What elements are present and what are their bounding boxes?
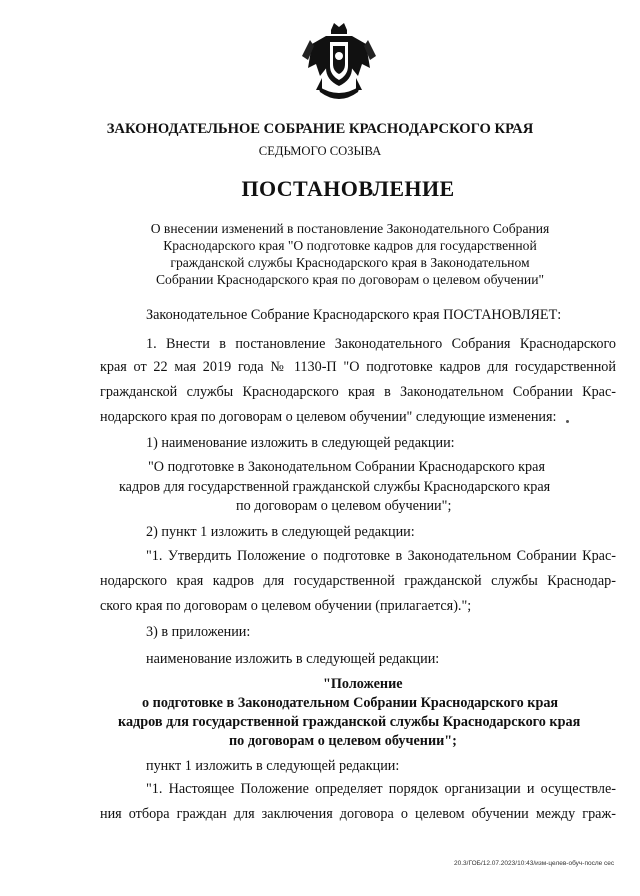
item-1: 1) наименование изложить в следующей редакции: [146,435,455,451]
item-3-name: наименование изложить в следующей редакции: [146,651,440,667]
subject-line: Собрании Краснодарского края по договорам о целевом обучении" [155,272,545,287]
scan-speck [566,420,569,423]
paragraph-line: гражданской службы Краснодарского края в Законодательном Собрании Крас- [100,384,616,400]
paragraph-line: "1. Утвердить Положение о подготовке в Законодательном Собрании Крас- [146,548,616,564]
subject-line: Краснодарского края "О подготовке кадров для государственной [163,238,537,253]
paragraph-line: края от 22 мая 2019 года № 1130-П "О подготовке кадров для государственной [100,359,616,375]
paragraph-line: нодарского края кадров для государственной гражданской службы Краснодар- [100,573,616,589]
subject-line: О внесении изменений в постановление Законодательного Собрания [150,221,550,236]
quote-heading: "Положение [323,676,403,692]
quote-line: по договорам о целевом обучении"; [229,733,457,749]
decree-line: Законодательное Собрание Краснодарского края ПОСТАНОВЛЯЕТ: [146,307,562,323]
subject-line: гражданской службы Краснодарского края в Законодательном [170,255,530,270]
organization-title: ЗАКОНОДАТЕЛЬНОЕ СОБРАНИЕ КРАСНОДАРСКОГО КРАЯ [106,121,534,137]
document-type-title: ПОСТАНОВЛЕНИЕ [241,176,455,201]
paragraph-line: ния отбора граждан для заключения договора о целевом обучении между граж- [100,806,616,822]
paragraph-line: нодарского края по договорам о целевом обучении" следующие изменения: [100,409,557,425]
quote-line: по договорам о целевом обучении"; [236,498,452,514]
coat-of-arms-emblem [298,20,380,106]
paragraph-line: "1. Настоящее Положение определяет порядок организации и осуществле- [146,781,616,797]
quote-line: кадров для государственной гражданской службы Краснодарского края [118,714,581,730]
item-2: 2) пункт 1 изложить в следующей редакции: [146,524,415,540]
quote-line: о подготовке в Законодательном Собрании Краснодарского края [142,695,559,711]
paragraph-line: 1. Внести в постановление Законодательного Собрания Краснодарского [146,336,616,352]
quote-line: кадров для государственной гражданской службы Краснодарского края [119,479,551,495]
quote-line: "О подготовке в Законодательном Собрании Краснодарского края [148,459,545,475]
convocation-subtitle: СЕДЬМОГО СОЗЫВА [258,144,382,158]
file-reference: 20.3/ГОБ/12.07.2023/10:43/изм-целев-обуч-после сес [454,860,615,867]
paragraph-line: ского края по договорам о целевом обучении (прилагается)."; [100,598,472,614]
item-3: 3) в приложении: [146,624,251,640]
item-3-point: пункт 1 изложить в следующей редакции: [146,758,400,774]
document-subject [140,220,560,288]
